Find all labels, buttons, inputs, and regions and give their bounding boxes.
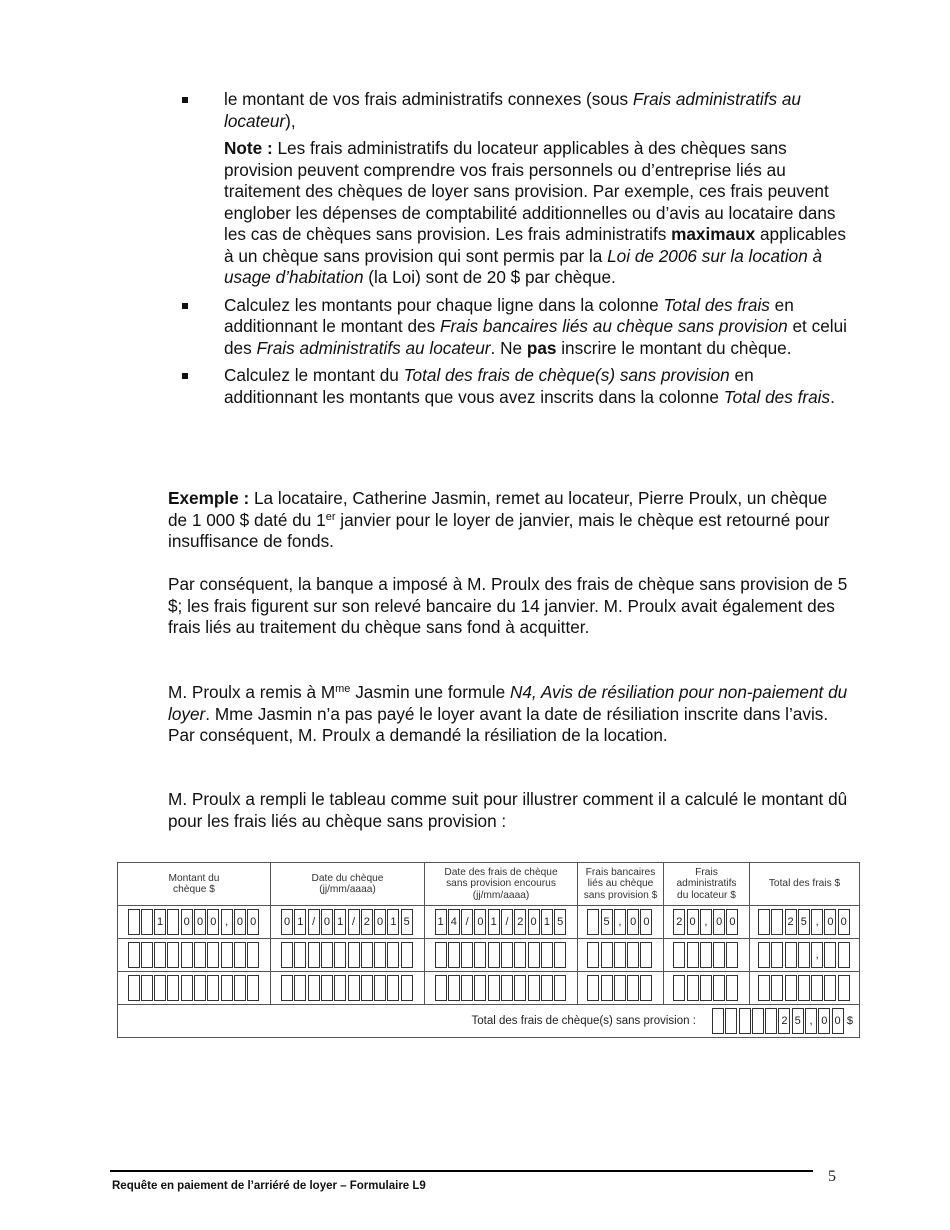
table-cell: [425, 939, 578, 972]
char-box[interactable]: 0: [281, 909, 293, 935]
admin-fees-field[interactable]: [664, 973, 749, 1003]
char-box[interactable]: 1: [387, 909, 399, 935]
char-box[interactable]: [725, 1008, 737, 1034]
footer-title: Requête en paiement de l’arriéré de loyer – Formulaire L9: [112, 1180, 426, 1192]
cheque-date-field[interactable]: [271, 907, 424, 937]
char-box[interactable]: 0: [627, 909, 639, 935]
list-item: Calculez le montant du Total des frais de chèque(s) sans provision en additionnant les montants que vous avez inscrits dans la colonne Total des frais.: [168, 365, 848, 408]
char-box[interactable]: [321, 942, 333, 968]
char-box[interactable]: [348, 942, 360, 968]
char-box[interactable]: [824, 942, 836, 968]
char-box[interactable]: 2: [785, 909, 797, 935]
char-box[interactable]: [713, 942, 725, 968]
char-box[interactable]: [601, 975, 613, 1001]
char-box[interactable]: [758, 942, 770, 968]
table-cell: [578, 972, 664, 1005]
char-box[interactable]: [234, 975, 246, 1001]
col-header-fee-date: [425, 863, 578, 906]
admin-fees-field[interactable]: [664, 907, 749, 937]
char-box[interactable]: [474, 975, 486, 1001]
char-box[interactable]: [640, 975, 652, 1001]
char-box[interactable]: [712, 1008, 724, 1034]
char-box[interactable]: 5: [792, 1008, 804, 1034]
char-box[interactable]: 0: [713, 909, 725, 935]
char-box[interactable]: [739, 1008, 751, 1034]
list-item: Calculez les montants pour chaque ligne dans la colonne Total des frais en additionnant le montant des Frais bancaires liés au chèque sans provision et celui des Frais administratifs au locateur. Ne pas inscrire le montant du chèque.: [168, 295, 848, 360]
table-cell: [118, 906, 271, 939]
bullet-icon: [182, 97, 188, 103]
header-text: (jj/mm/aaaa): [319, 884, 376, 895]
char-box[interactable]: 1: [435, 909, 447, 935]
char-box[interactable]: ,: [811, 909, 823, 935]
col-header-cheque-amount: [118, 863, 271, 906]
char-box[interactable]: [587, 975, 599, 1001]
char-box[interactable]: [528, 942, 540, 968]
char-box[interactable]: [401, 975, 413, 1001]
char-box[interactable]: 0: [474, 909, 486, 935]
char-box[interactable]: [461, 942, 473, 968]
header-text: Frais bancaires: [585, 866, 656, 878]
char-box[interactable]: ,: [221, 909, 233, 935]
char-box[interactable]: [221, 975, 233, 1001]
header-text: Montant du: [168, 872, 220, 884]
header-text: chèque $: [173, 884, 215, 895]
char-box[interactable]: [687, 975, 699, 1001]
col-header-bank-fees: [578, 863, 664, 906]
char-box[interactable]: [765, 1008, 777, 1034]
char-box[interactable]: /: [461, 909, 473, 935]
table-cell: [750, 906, 860, 939]
example-paragraph-3: M. Proulx a remis à $M^{me}$ Jasmin une formule N4, Avis de résiliation pour non-paiement du loyer. Mme Jasmin n’a pas payé le loyer avant la date de résiliation inscrite dans l’avis. Par conséquent, M. Proulx a demandé la résiliation de la location.: [168, 682, 848, 745]
table-cell: [271, 906, 425, 939]
char-box[interactable]: [154, 942, 166, 968]
char-box[interactable]: [824, 975, 836, 1001]
char-box[interactable]: [181, 942, 193, 968]
char-box[interactable]: [374, 975, 386, 1001]
bullet-icon: [182, 303, 188, 309]
char-box[interactable]: [194, 975, 206, 1001]
bullet-icon: [182, 373, 188, 379]
example-paragraph-2: Par conséquent, la banque a imposé à M. Proulx des frais de chèque sans provision de 5 $; les frais figurent sur son relevé bancaire du 14 janvier. M. Proulx avait également des frais liés au traitement du chèque sans fond à acquitter.: [168, 574, 848, 637]
char-box[interactable]: [838, 942, 850, 968]
fee-date-field[interactable]: [425, 907, 577, 937]
char-box[interactable]: 0: [838, 909, 850, 935]
cheque-date-field[interactable]: [271, 940, 424, 970]
char-box[interactable]: 4: [448, 909, 460, 935]
header-text: Date des frais de chèque: [444, 866, 558, 878]
fee-date-field[interactable]: [425, 940, 577, 970]
char-box[interactable]: [640, 942, 652, 968]
table-cell: [425, 972, 578, 1005]
total-row: [118, 1005, 860, 1038]
char-box[interactable]: [514, 942, 526, 968]
fee-table: [117, 862, 860, 1038]
char-box[interactable]: [771, 942, 783, 968]
char-box[interactable]: 0: [247, 909, 259, 935]
example-paragraph-1: Exemple : La locataire, Catherine Jasmin, remet au locateur, Pierre Proulx, un chèque de 1 000 $ daté du 1er janvier pour le loyer de janvier, mais le chèque est retourné pour insuffisance de fonds.: [168, 488, 830, 551]
fee-date-field[interactable]: [425, 973, 577, 1003]
header-text: administratifs: [676, 878, 737, 890]
char-box[interactable]: [758, 909, 770, 935]
char-box[interactable]: ,: [700, 909, 712, 935]
header-text: (jj/mm/aaaa): [472, 889, 530, 901]
char-box[interactable]: 2: [673, 909, 685, 935]
table-header-row: [118, 863, 860, 906]
char-box[interactable]: [141, 942, 153, 968]
total-fees-field[interactable]: [750, 907, 859, 937]
char-box[interactable]: 2: [361, 909, 373, 935]
bank-fees-field[interactable]: [578, 940, 663, 970]
char-box[interactable]: [281, 942, 293, 968]
footer-divider: [110, 1170, 813, 1172]
char-box[interactable]: [387, 942, 399, 968]
table-cell: [750, 972, 860, 1005]
char-box[interactable]: [528, 975, 540, 1001]
table-cell: [425, 906, 578, 939]
char-box[interactable]: [627, 975, 639, 1001]
table-cell: [578, 939, 664, 972]
char-box[interactable]: /: [308, 909, 320, 935]
char-box[interactable]: ,: [805, 1008, 817, 1034]
table-cell: [664, 972, 750, 1005]
col-header-total-fees: [750, 863, 860, 906]
header-text: du locateur $: [677, 889, 736, 901]
char-box[interactable]: 0: [234, 909, 246, 935]
cheque-amount-field[interactable]: [118, 907, 270, 937]
char-box[interactable]: [361, 942, 373, 968]
char-box[interactable]: [448, 975, 460, 1001]
char-box[interactable]: [374, 942, 386, 968]
instructions-list: [168, 89, 848, 414]
char-box[interactable]: /: [501, 909, 513, 935]
header-text: liés au chèque: [587, 878, 654, 890]
char-box[interactable]: 1: [294, 909, 306, 935]
char-box[interactable]: [167, 942, 179, 968]
char-box[interactable]: [700, 942, 712, 968]
char-box[interactable]: [221, 942, 233, 968]
char-box[interactable]: 5: [601, 909, 613, 935]
cheque-date-field[interactable]: [271, 973, 424, 1003]
char-box[interactable]: [798, 942, 810, 968]
char-box[interactable]: [726, 975, 738, 1001]
char-box[interactable]: [401, 942, 413, 968]
char-box[interactable]: [308, 942, 320, 968]
char-box[interactable]: [461, 975, 473, 1001]
char-box[interactable]: [234, 942, 246, 968]
char-box[interactable]: 1: [541, 909, 553, 935]
note-paragraph: Note : Les frais administratifs du locateur applicables à des chèques sans provision peuvent comprendre vos frais personnels ou d’entreprise liés au traitement des chèques de loyer sans provision. Par exemple, ces frais peuvent englober les dépenses de comptabilité additionnelles ou d’avis au locataire dans les cas de chèques sans provision. Les frais administratifs maximaux applicables à un chèque sans provision qui sont permis par la Loi de 2006 sur la location à usage d’habitation (la Loi) sont de 20 $ par chèque.: [224, 138, 846, 287]
char-box[interactable]: [194, 942, 206, 968]
bank-fees-field[interactable]: [578, 973, 663, 1003]
total-fees-field[interactable]: [750, 973, 859, 1003]
char-box[interactable]: [141, 909, 153, 935]
char-box[interactable]: 0: [321, 909, 333, 935]
bank-fees-field[interactable]: [578, 907, 663, 937]
char-box[interactable]: 2: [514, 909, 526, 935]
char-box[interactable]: [294, 975, 306, 1001]
char-box[interactable]: [838, 975, 850, 1001]
char-box[interactable]: [448, 942, 460, 968]
char-box[interactable]: 0: [640, 909, 652, 935]
char-box[interactable]: [281, 975, 293, 1001]
char-box[interactable]: ,: [614, 909, 626, 935]
char-box[interactable]: [771, 909, 783, 935]
char-box[interactable]: [785, 942, 797, 968]
char-box[interactable]: [387, 975, 399, 1001]
example-paragraph-4: M. Proulx a rempli le tableau comme suit pour illustrer comment il a calculé le montant dû pour les frais liés au chèque sans provision :: [168, 789, 848, 831]
char-box[interactable]: [501, 975, 513, 1001]
char-box[interactable]: 0: [818, 1008, 830, 1034]
table-cell: [118, 972, 271, 1005]
char-box[interactable]: 5: [554, 909, 566, 935]
char-box[interactable]: [673, 975, 685, 1001]
char-box[interactable]: [181, 975, 193, 1001]
char-box[interactable]: 0: [181, 909, 193, 935]
total-fees-field[interactable]: [750, 940, 859, 970]
table-cell: [664, 939, 750, 972]
char-box[interactable]: [554, 942, 566, 968]
char-box[interactable]: [334, 975, 346, 1001]
col-header-admin-fees: [664, 863, 750, 906]
char-box[interactable]: [514, 975, 526, 1001]
table-cell: [578, 906, 664, 939]
char-box[interactable]: [627, 942, 639, 968]
char-box[interactable]: 0: [194, 909, 206, 935]
char-box[interactable]: 0: [726, 909, 738, 935]
char-box[interactable]: [811, 975, 823, 1001]
header-text: sans provision encourus: [446, 878, 556, 890]
char-box[interactable]: [587, 909, 599, 935]
char-box[interactable]: [348, 975, 360, 1001]
header-text: Total des frais $: [768, 878, 841, 890]
list-item: le montant de vos frais administratifs connexes (sous Frais administratifs au locateur),: [168, 89, 848, 132]
header-text: Date du chèque: [311, 872, 384, 884]
table-row: [118, 906, 860, 939]
table-row: [118, 939, 860, 972]
char-box[interactable]: 2: [778, 1008, 790, 1034]
table-cell: [271, 939, 425, 972]
char-box[interactable]: [334, 942, 346, 968]
cheque-amount-field[interactable]: [118, 940, 270, 970]
char-box[interactable]: [601, 942, 613, 968]
char-box[interactable]: [501, 942, 513, 968]
header-text: sans provision $: [583, 889, 658, 901]
char-box[interactable]: [673, 942, 685, 968]
char-box[interactable]: [128, 942, 140, 968]
char-box[interactable]: [247, 942, 259, 968]
char-box[interactable]: [308, 975, 320, 1001]
admin-fees-field[interactable]: [664, 940, 749, 970]
table-cell: [664, 906, 750, 939]
char-box[interactable]: [726, 942, 738, 968]
char-box[interactable]: [771, 975, 783, 1001]
char-box[interactable]: [614, 942, 626, 968]
char-box[interactable]: ,: [811, 942, 823, 968]
char-box[interactable]: 0: [374, 909, 386, 935]
table-row: [118, 972, 860, 1005]
char-box[interactable]: 1: [488, 909, 500, 935]
col-header-cheque-date: [271, 863, 425, 906]
char-box[interactable]: [167, 909, 179, 935]
char-box[interactable]: [785, 975, 797, 1001]
char-box[interactable]: 0: [824, 909, 836, 935]
char-box[interactable]: [700, 975, 712, 1001]
char-box[interactable]: [207, 942, 219, 968]
header-text: Frais: [695, 866, 718, 878]
char-box[interactable]: [474, 942, 486, 968]
total-amount-field[interactable]: [712, 1006, 845, 1036]
char-box[interactable]: [687, 942, 699, 968]
char-box[interactable]: [752, 1008, 764, 1034]
char-box[interactable]: [321, 975, 333, 1001]
char-box[interactable]: [128, 975, 140, 1001]
char-box[interactable]: [554, 975, 566, 1001]
char-box[interactable]: [435, 942, 447, 968]
char-box[interactable]: [154, 975, 166, 1001]
char-box[interactable]: [488, 942, 500, 968]
char-box[interactable]: 5: [798, 909, 810, 935]
total-currency: $: [846, 1015, 853, 1027]
char-box[interactable]: [247, 975, 259, 1001]
char-box[interactable]: [361, 975, 373, 1001]
char-box[interactable]: [294, 942, 306, 968]
table-cell: [118, 939, 271, 972]
char-box[interactable]: [167, 975, 179, 1001]
cheque-amount-field[interactable]: [118, 973, 270, 1003]
char-box[interactable]: [758, 975, 770, 1001]
char-box[interactable]: [128, 909, 140, 935]
total-label: Total des frais de chèque(s) sans provision :: [471, 1015, 696, 1027]
char-box[interactable]: [141, 975, 153, 1001]
char-box[interactable]: 1: [154, 909, 166, 935]
char-box[interactable]: [614, 975, 626, 1001]
char-box[interactable]: [713, 975, 725, 1001]
char-box[interactable]: 0: [687, 909, 699, 935]
char-box[interactable]: [541, 975, 553, 1001]
page-number: 5: [828, 1168, 836, 1185]
char-box[interactable]: 1: [334, 909, 346, 935]
char-box[interactable]: 0: [832, 1008, 844, 1034]
char-box[interactable]: 0: [207, 909, 219, 935]
table-cell: [271, 972, 425, 1005]
char-box[interactable]: 0: [528, 909, 540, 935]
table-cell: [750, 939, 860, 972]
char-box[interactable]: [207, 975, 219, 1001]
char-box[interactable]: 5: [401, 909, 413, 935]
char-box[interactable]: [488, 975, 500, 1001]
char-box[interactable]: [435, 975, 447, 1001]
char-box[interactable]: [541, 942, 553, 968]
char-box[interactable]: [798, 975, 810, 1001]
char-box[interactable]: [587, 942, 599, 968]
char-box[interactable]: /: [348, 909, 360, 935]
